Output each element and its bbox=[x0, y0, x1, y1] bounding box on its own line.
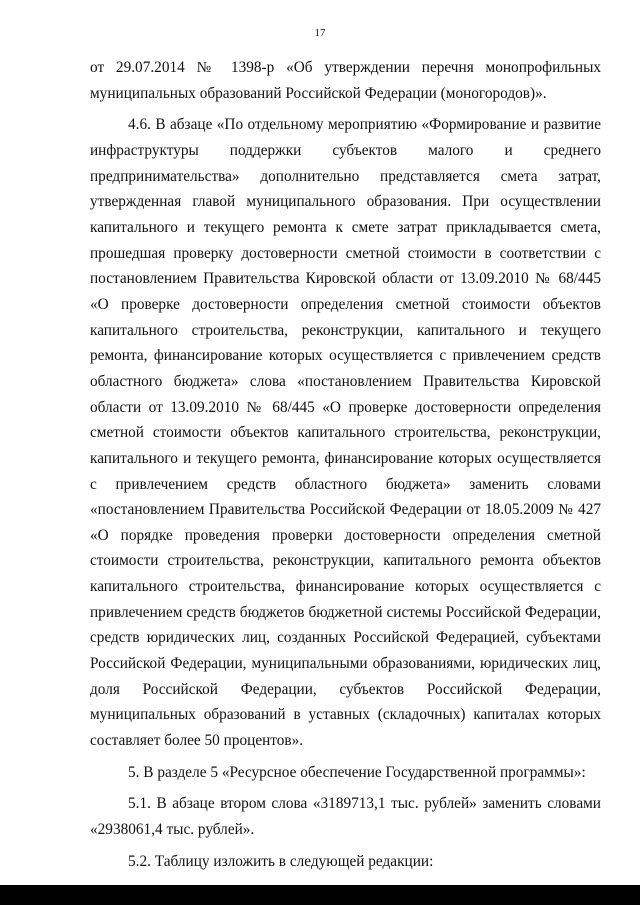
document-body bbox=[90, 55, 601, 874]
paragraph-4-6: 4.6. В абзаце «По отдельному мероприятию «Формирование и развитие инфраструктуры поддержки субъектов малого и среднего предпринимательства» дополнительно представляется смета затрат, утвержденная главой муниципального образования. При осуществлении капитального и текущего ремонта к смете затрат прикладывается смета, прошедшая проверку достоверности сметной стоимости в соответствии с постановлением Правительства Кировской области от 13.09.2010 № 68/445 «О проверке достоверности определения сметной стоимости объектов капитального строительства, реконструкции, капитального и текущего ремонта, финансирование которых осуществляется с привлечением средств областного бюджета» слова «постановлением Правительства Кировской области от 13.09.2010 № 68/445 «О проверке достоверности определения сметной стоимости объектов капитального строительства, реконструкции, капитального и текущего ремонта, финансирование которых осуществляется с привлечением средств областного бюджета» заменить словами «постановлением Правительства Российской Федерации от 18.05.2009 № 427 «О порядке проведения проверки достоверности определения сметной стоимости строительства, реконструкции, капитального ремонта объектов капитального строительства, финансирование которых осуществляется с привлечением средств бюджетов бюджетной системы Российской Федерации, средств юридических лиц, созданных Российской Федерацией, субъектами Российской Федерации, муниципальными образованиями, юридических лиц, доля Российской Федерации, субъектов Российской Федерации, муниципальных образований в уставных (складочных) капиталах которых составляет более 50 процентов». bbox=[90, 116, 601, 750]
page-number: 17 bbox=[314, 27, 326, 39]
paragraph-continuation: от 29.07.2014 № 1398-р «Об утверждении перечня монопрофильных муниципальных образований Российской Федерации (моногородов)». bbox=[90, 59, 601, 102]
paragraph-5: 5. В разделе 5 «Ресурсное обеспечение Государственной программы»: bbox=[128, 763, 586, 781]
scan-bottom-edge bbox=[0, 885, 640, 905]
paragraph-5-1: 5.1. В абзаце втором слова «3189713,1 тыс. рублей» заменить словами «2938061,4 тыс. рублей». bbox=[90, 795, 601, 839]
paragraph-5-2: 5.2. Таблицу изложить в следующей редакции: bbox=[128, 852, 434, 870]
